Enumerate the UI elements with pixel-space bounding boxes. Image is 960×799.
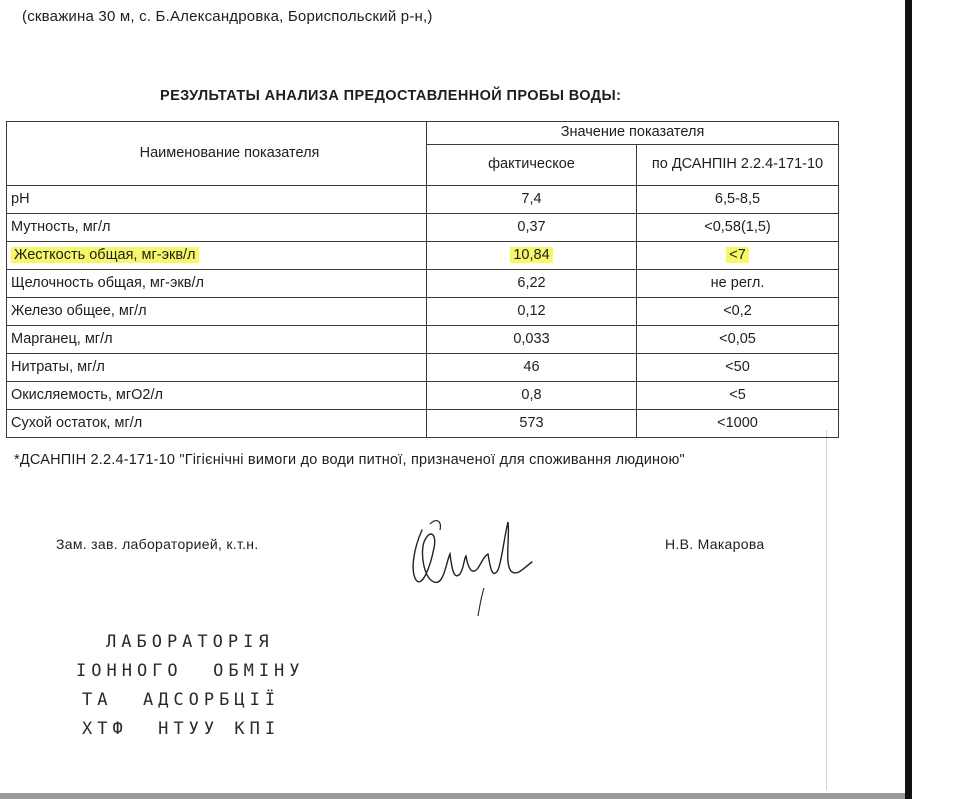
table-row [7,298,839,326]
table-row [7,186,839,214]
page-edge-right [905,0,912,799]
indicator-name-cell [7,214,427,242]
stamp-line-1: ЛАБОРАТОРІЯ [106,632,274,652]
indicator-name: Марганец, мг/л [11,330,113,347]
indicator-name-cell [7,298,427,326]
norm-value: <0,05 [719,330,756,347]
norm-value-cell [637,270,839,298]
header-value-group: Значение показателя [427,122,839,145]
norm-value: <1000 [717,414,758,431]
norm-value-cell [637,186,839,214]
norm-value: <0,58(1,5) [704,218,771,235]
signer-name: Н.В. Макарова [665,536,765,552]
actual-value: 7,4 [521,190,542,207]
stamp-line-4: ХТФ НТУУ КПІ [82,719,281,739]
handwritten-signature [400,508,540,618]
table-body [7,186,839,438]
norm-value: не регл. [710,274,765,291]
indicator-name: Щелочность общая, мг-экв/л [11,274,204,291]
indicator-name: Сухой остаток, мг/л [11,414,143,431]
page-edge-bottom [0,793,905,799]
indicator-name: Мутность, мг/л [11,218,111,235]
document-title: РЕЗУЛЬТАТЫ АНАЛИЗА ПРЕДОСТАВЛЕННОЙ ПРОБЫ ВОДЫ: [160,88,622,104]
actual-value-cell [427,186,637,214]
actual-value: 6,22 [517,274,546,291]
actual-value: 0,033 [513,330,550,347]
actual-value-cell [427,326,637,354]
actual-value-cell [427,242,637,270]
indicator-name: Окисляемость, мгО2/л [11,386,163,403]
indicator-name: Нитраты, мг/л [11,358,105,375]
actual-value: 0,12 [517,302,546,319]
table-row [7,410,839,438]
table-row [7,354,839,382]
norm-value-cell [637,410,839,438]
norm-value-cell [637,382,839,410]
indicator-name: Железо общее, мг/л [11,302,147,319]
actual-value: 0,8 [521,386,542,403]
stamp-line-3: ТА АДСОРБЦІЇ [82,690,281,710]
actual-value-cell [427,354,637,382]
scan-artifact-line [826,430,827,790]
table-row [7,326,839,354]
norm-value: <0,2 [723,302,752,319]
signer-position: Зам. зав. лабораторией, к.т.н. [56,536,259,552]
actual-value-cell [427,270,637,298]
header-indicator-name: Наименование показателя [7,122,427,186]
norm-value-cell [637,326,839,354]
indicator-name-cell [7,354,427,382]
norm-value-cell [637,214,839,242]
actual-value-cell [427,214,637,242]
footnote: *ДСАНПІН 2.2.4-171-10 "Гігієнічні вимоги до води питної, призначеної для споживання людиною" [14,452,685,468]
stamp-line-2: ІОННОГО ОБМІНУ [76,661,305,681]
indicator-name-cell [7,186,427,214]
actual-value-cell [427,410,637,438]
header-norm: по ДСАНПІН 2.2.4-171-10 [637,145,839,186]
norm-value: <5 [729,386,746,403]
norm-value-cell [637,298,839,326]
table-row [7,214,839,242]
laboratory-stamp [70,628,390,744]
results-table [6,121,839,438]
actual-value-cell [427,382,637,410]
indicator-name-cell [7,410,427,438]
indicator-name-cell [7,326,427,354]
table-row [7,242,839,270]
table-row [7,382,839,410]
sample-location-subtitle: (скважина 30 м, с. Б.Александровка, Бориспольский р-н,) [22,8,433,25]
indicator-name: Жесткость общая, мг-экв/л [11,247,199,263]
indicator-name: pH [11,190,30,207]
norm-value: <7 [726,247,749,263]
actual-value: 10,84 [510,247,552,263]
indicator-name-cell [7,242,427,270]
actual-value: 46 [523,358,540,375]
norm-value: 6,5-8,5 [714,190,761,207]
table-header-row [7,122,839,145]
indicator-name-cell [7,270,427,298]
indicator-name-cell [7,382,427,410]
norm-value-cell [637,354,839,382]
norm-value-cell [637,242,839,270]
actual-value-cell [427,298,637,326]
actual-value: 573 [519,414,544,431]
actual-value: 0,37 [517,218,546,235]
header-actual: фактическое [427,145,637,186]
table-row [7,270,839,298]
norm-value: <50 [725,358,750,375]
